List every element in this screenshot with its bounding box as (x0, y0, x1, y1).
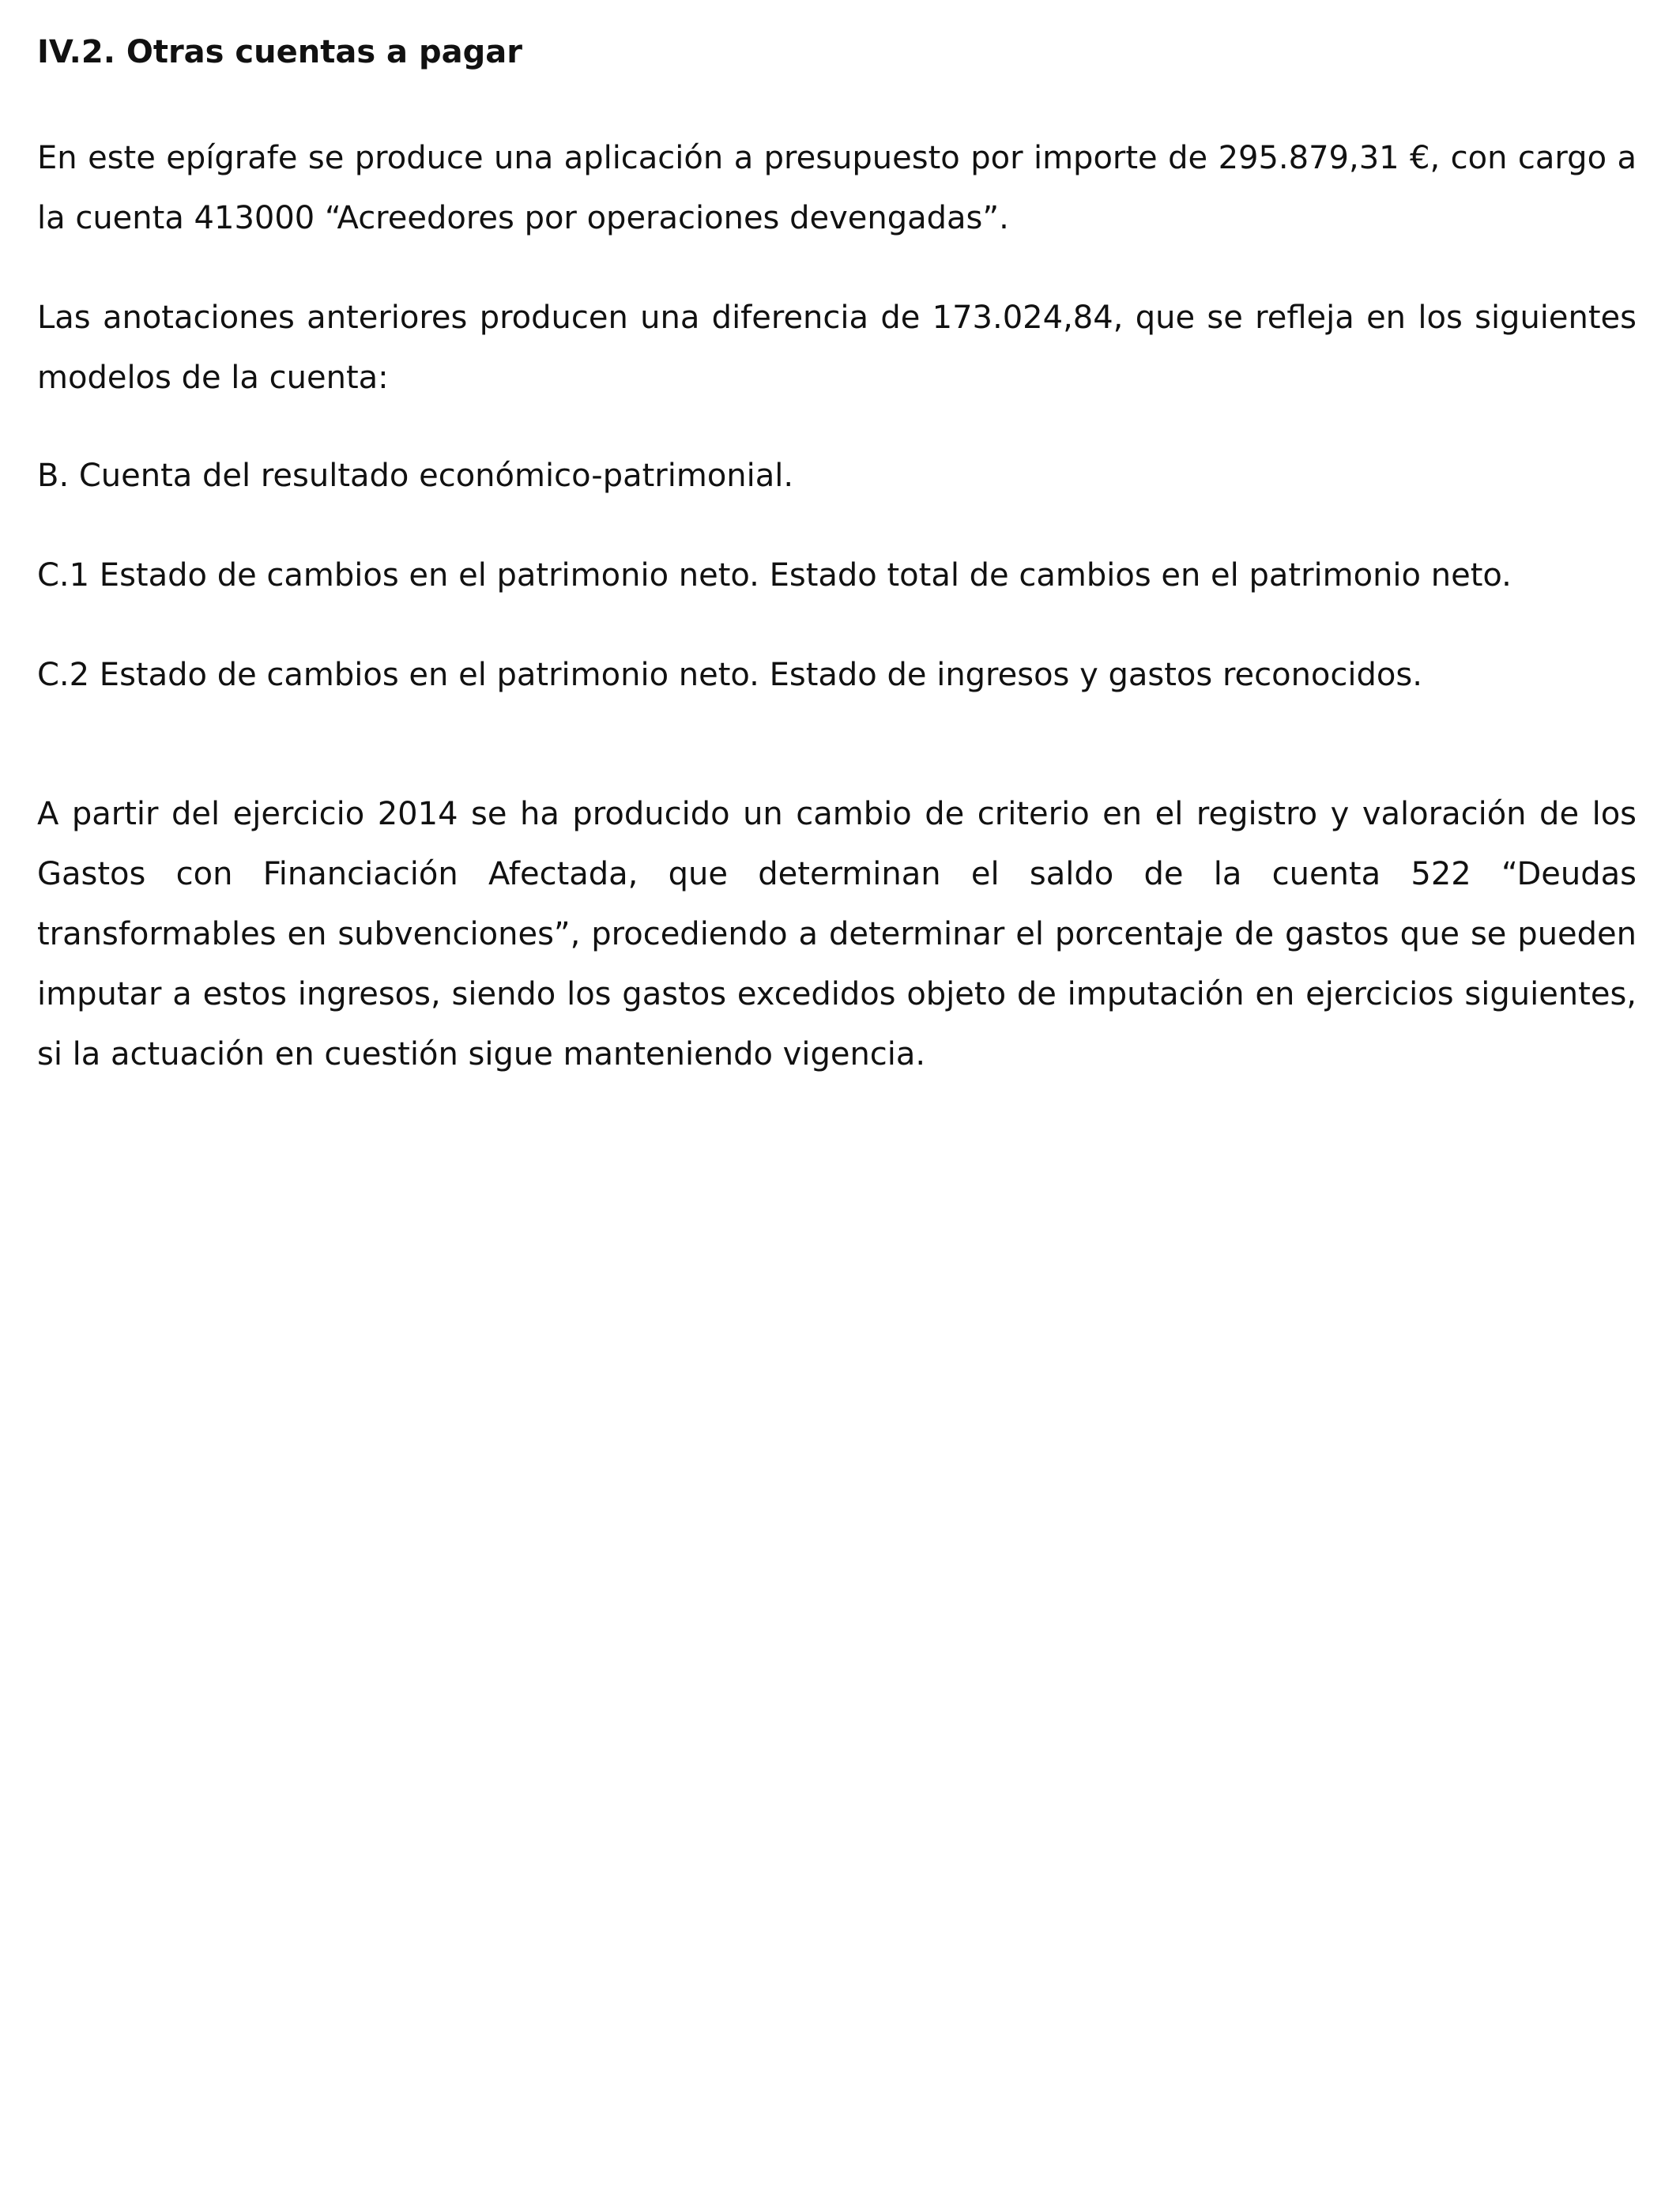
list-item-model-c1: C.1 Estado de cambios en el patrimonio neto. Estado total de cambios en el patrimonio neto. (37, 557, 1512, 594)
section-heading: IV.2. Otras cuentas a pagar (37, 34, 522, 70)
paragraph-difference: Las anotaciones anteriores producen una diferencia de 173.024,84, que se refleja en los siguientes modelos de la cuenta: (37, 300, 1637, 396)
document-page (37, 28, 1637, 1084)
list-item-model-c2: C.2 Estado de cambios en el patrimonio neto. Estado de ingresos y gastos reconocidos. (37, 657, 1422, 693)
list-item-model-b: B. Cuenta del resultado económico-patrimonial. (37, 458, 794, 494)
paragraph-criteria-change: A partir del ejercicio 2014 se ha producido un cambio de criterio en el registro y valoración de los Gastos con Financiación Afectada, que determinan el saldo de la cuenta 522 “Deudas transformables en subvenciones”, procediendo a determinar el porcentaje de gastos que se pueden imputar a estos ingresos, siendo los gastos excedidos objeto de imputación en ejercicios siguientes, si la actuación en cuestión sigue manteniendo vigencia. (37, 796, 1637, 1072)
paragraph-budget-application: En este epígrafe se produce una aplicación a presupuesto por importe de 295.879,31 €, con cargo a la cuenta 413000 “Acreedores por operaciones devengadas”. (37, 140, 1637, 236)
